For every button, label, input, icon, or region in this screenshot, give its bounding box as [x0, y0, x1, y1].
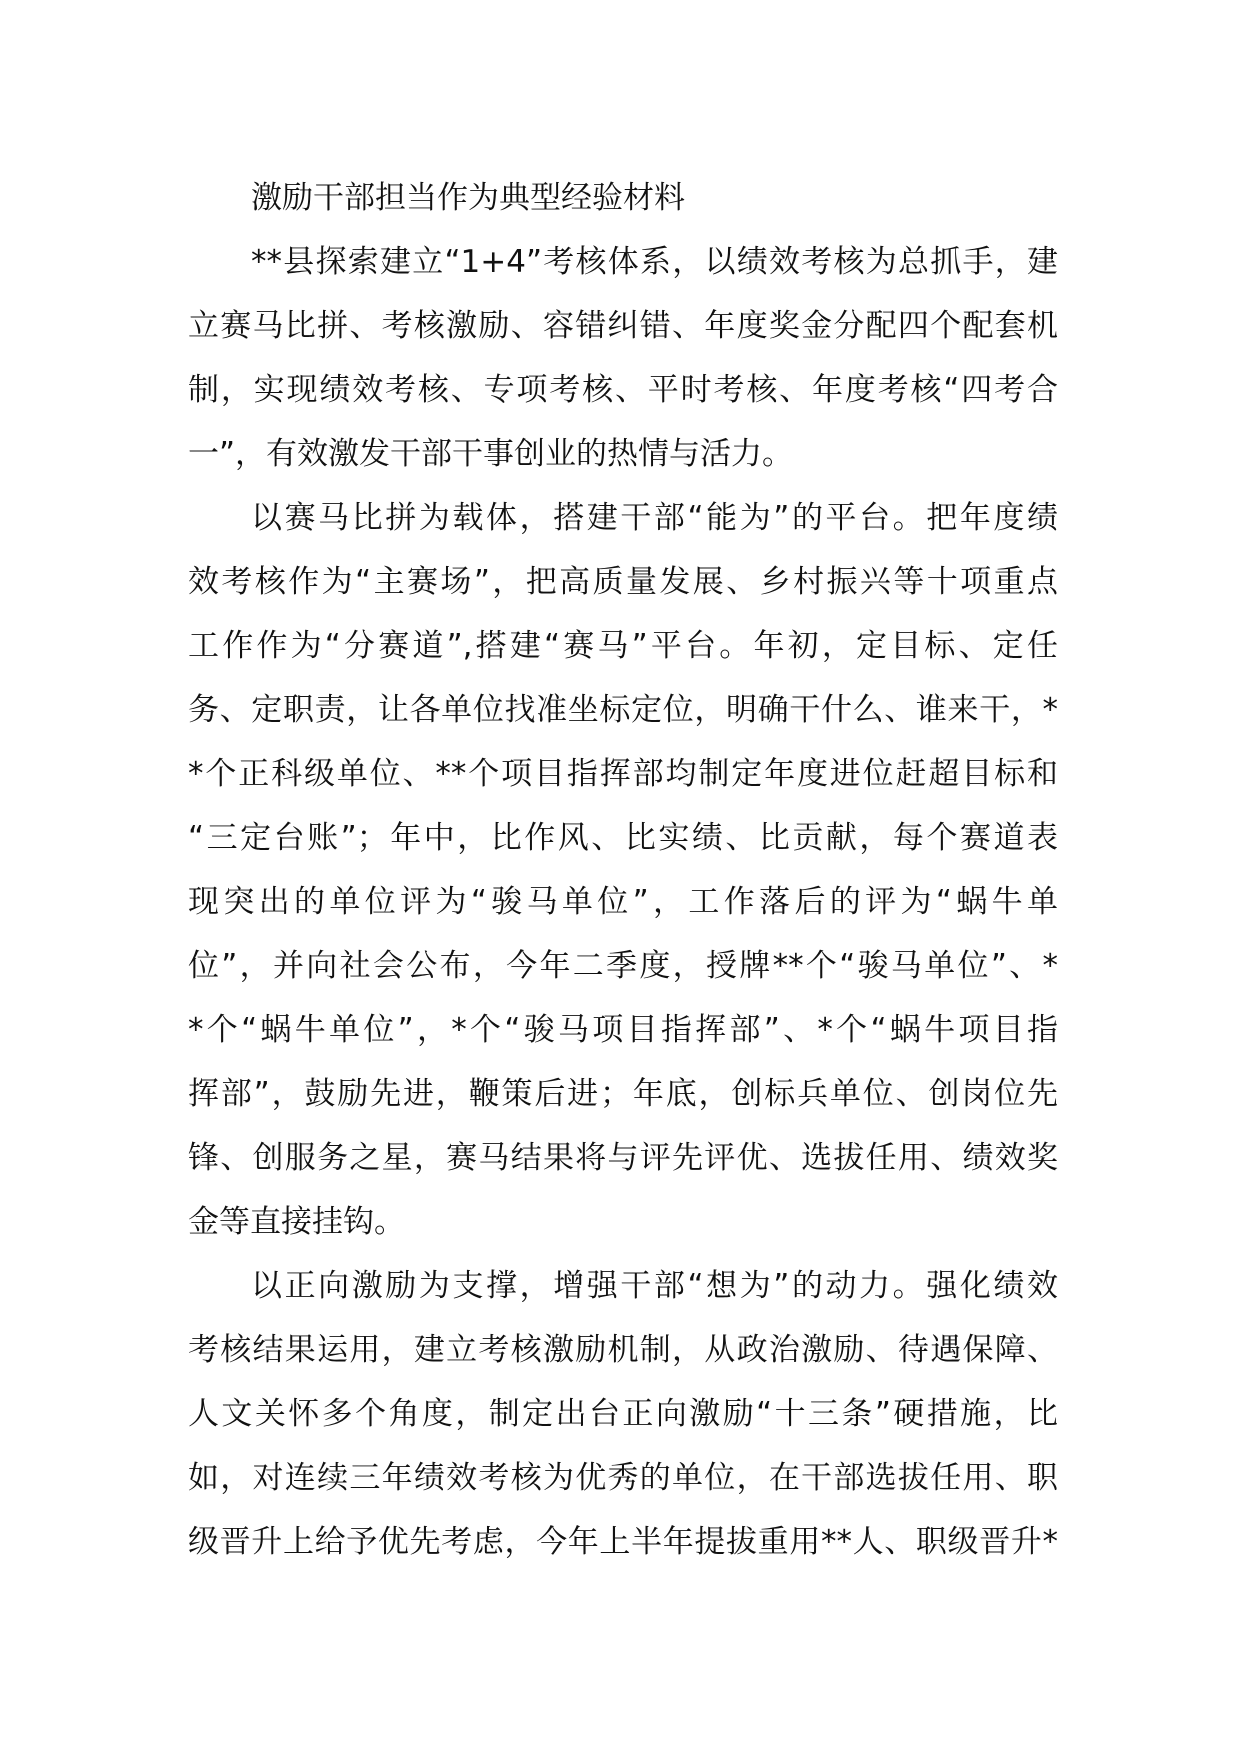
- paragraph-line: *个“蜗牛单位”，*个“骏马项目指挥部”、*个“蜗牛项目指: [188, 1012, 1058, 1048]
- paragraph-line: 以正向激励为支撑，增强干部“想为”的动力。强化绩效: [251, 1268, 1058, 1304]
- paragraph-line: 挥部”，鼓励先进，鞭策后进；年底，创标兵单位、创岗位先: [188, 1076, 1058, 1112]
- paragraph-line: 位”，并向社会公布，今年二季度，授牌**个“骏马单位”、*: [188, 948, 1058, 984]
- paragraph-line: 制，实现绩效考核、专项考核、平时考核、年度考核“四考合: [188, 372, 1058, 408]
- paragraph-line: *个正科级单位、**个项目指挥部均制定年度进位赶超目标和: [188, 756, 1058, 792]
- paragraph-line: 效考核作为“主赛场”，把高质量发展、乡村振兴等十项重点: [188, 564, 1058, 600]
- paragraph-line: “三定台账”；年中，比作风、比实绩、比贡献，每个赛道表: [188, 820, 1058, 856]
- paragraph-line: 锋、创服务之星，赛马结果将与评先评优、选拔任用、绩效奖: [188, 1140, 1058, 1176]
- paragraph-line: 如，对连续三年绩效考核为优秀的单位，在干部选拔任用、职: [188, 1460, 1058, 1496]
- paragraph-line: **县探索建立“1+4”考核体系，以绩效考核为总抓手，建: [251, 244, 1058, 280]
- paragraph-line: 工作作为“分赛道”,搭建“赛马”平台。年初，定目标、定任: [188, 628, 1058, 664]
- paragraph-line: 级晋升上给予优先考虑，今年上半年提拔重用**人、职级晋升*: [188, 1524, 1058, 1560]
- paragraph-line: 务、定职责，让各单位找准坐标定位，明确干什么、谁来干，*: [188, 692, 1058, 728]
- paragraph-line: 以赛马比拼为载体，搭建干部“能为”的平台。把年度绩: [251, 500, 1058, 536]
- paragraph-line: 一”，有效激发干部干事创业的热情与活力。: [188, 436, 794, 472]
- paragraph-line: 人文关怀多个角度，制定出台正向激励“十三条”硬措施，比: [188, 1396, 1058, 1432]
- paragraph-line: 现突出的单位评为“骏马单位”，工作落后的评为“蜗牛单: [188, 884, 1058, 920]
- paragraph-line: 金等直接挂钩。: [188, 1204, 405, 1240]
- paragraph-line: 立赛马比拼、考核激励、容错纠错、年度奖金分配四个配套机: [188, 308, 1058, 344]
- document-title: 激励干部担当作为典型经验材料: [251, 180, 685, 216]
- paragraph-line: 考核结果运用，建立考核激励机制，从政治激励、待遇保障、: [188, 1332, 1058, 1368]
